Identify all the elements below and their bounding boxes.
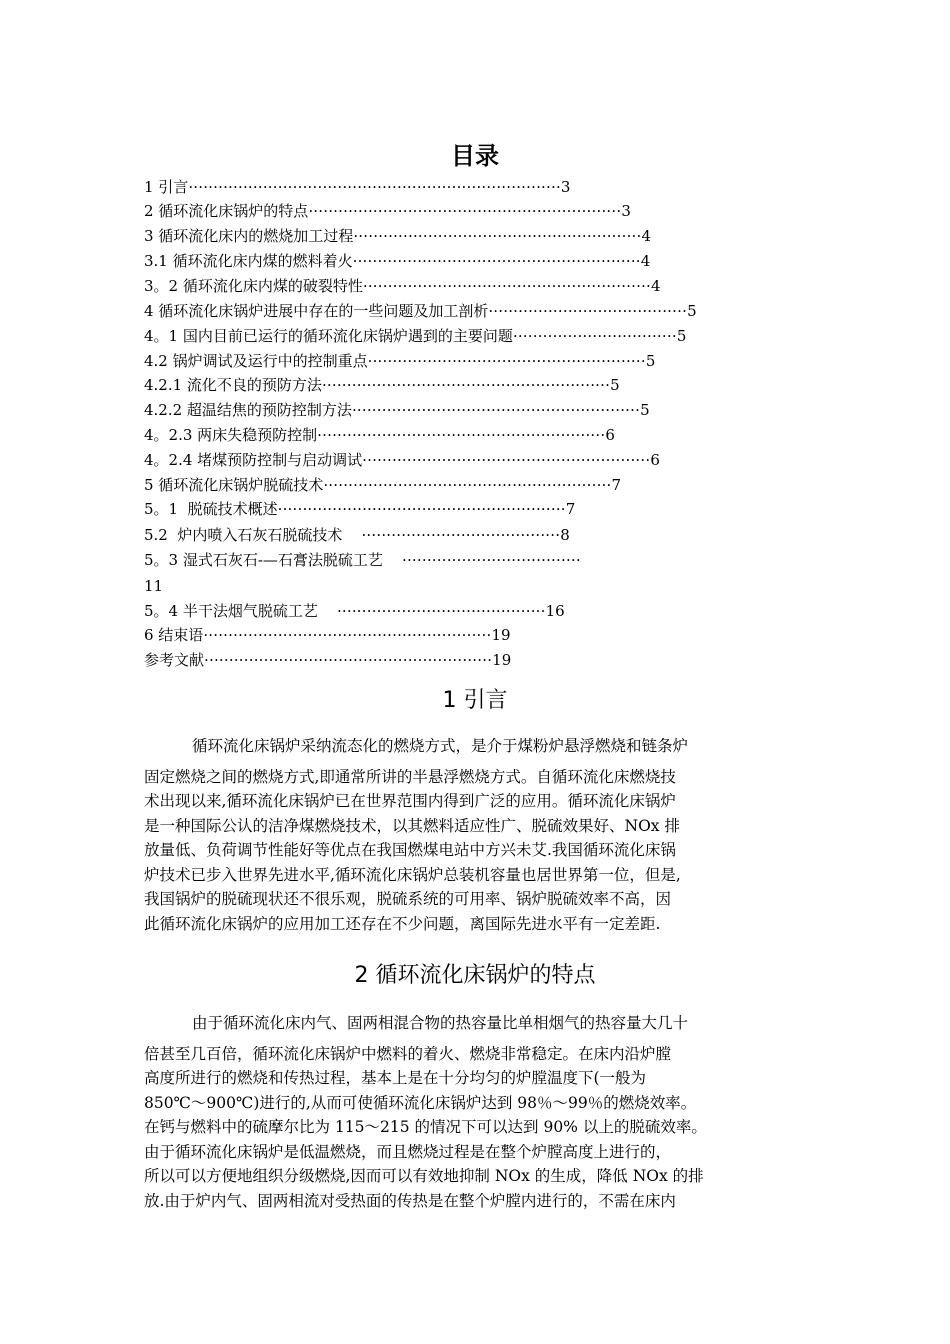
- toc-entry-leader: ········································: [488, 302, 688, 320]
- paragraph-line: 放.由于炉内气、固两相流对受热面的传热是在整个炉膛内进行的，不需在床内: [144, 1191, 676, 1210]
- toc-entry: [144, 227, 651, 246]
- section-2-heading: 2 循环流化床锅炉的特点: [354, 963, 596, 988]
- toc-entry-page: 5: [676, 327, 687, 345]
- toc-entry-page: 8: [560, 526, 570, 544]
- toc-entry: [144, 577, 163, 596]
- toc-entry-title: 4。2.4 堵煤预防控制与启动调试: [144, 451, 363, 469]
- paragraph-line: 固定燃烧之间的燃烧方式,即通常所讲的半悬浮燃烧方式。自循环流化床燃烧技: [144, 767, 676, 786]
- paragraph-line: 850℃～900℃)进行的,从而可使循环流化床锅炉达到 98％～99％的燃烧效率。: [144, 1093, 697, 1112]
- toc-entry-leader: ························································: [367, 352, 646, 370]
- paragraph-line: 由于循环流化床内气、固两相混合物的热容量比单相烟气的热容量大几十: [192, 1014, 689, 1032]
- toc-entry-title: 3 循环流化床内的燃烧加工过程: [144, 227, 354, 245]
- toc-entry: [144, 202, 631, 221]
- paragraph-line: 此循环流化床锅炉的应用加工还存在不少问题，离国际先进水平有一定差距.: [144, 914, 661, 933]
- toc-entry: [144, 476, 621, 495]
- toc-entry-title: 5.2 炉内喷入石灰石脱硫技术: [144, 526, 362, 544]
- toc-entry-leader: ··························································: [353, 227, 642, 245]
- paragraph-line: 放量低、负荷调节性能好等优点在我国燃煤电站中方兴未艾.我国循环流化床锅: [144, 841, 676, 859]
- toc-entry-title: 11: [144, 577, 164, 595]
- toc-entry-page: 19: [492, 651, 512, 669]
- toc-entry-title: 5 循环流化床锅炉脱硫技术: [144, 476, 324, 494]
- toc-entry-leader: ··························································: [351, 401, 641, 419]
- toc-entry-leader: ···········································································: [188, 178, 561, 196]
- toc-entry-leader: ········································: [361, 526, 561, 544]
- toc-entry-leader: ··········································: [336, 602, 546, 620]
- toc-entry-title: 4。1 国内目前已运行的循环流化床锅炉遇到的主要问题: [144, 327, 513, 345]
- toc-entry: [144, 626, 511, 645]
- toc-entry-page: 7: [565, 500, 576, 518]
- toc-entry: [144, 451, 660, 470]
- toc-entry-page: 5: [645, 352, 656, 370]
- paragraph-line: 术出现以来,循环流化床锅炉已在世界范围内得到广泛的应用。循环流化床锅炉: [144, 792, 676, 810]
- toc-entry-title: 1 引言: [144, 178, 189, 196]
- toc-entry: [144, 277, 661, 296]
- toc-entry-leader: ·······························································: [308, 202, 622, 220]
- toc-entry-page: 4: [651, 277, 661, 295]
- toc-entry: [144, 426, 615, 445]
- paragraph-line: 是一种国际公认的洁净煤燃烧技术，以其燃料适应性广、脱硫效果好、NOx 排: [144, 816, 680, 835]
- toc-entry-page: 5: [610, 376, 620, 394]
- toc-entry-page: 4: [641, 227, 652, 245]
- toc-entry-page: 6: [605, 426, 615, 444]
- toc-entry: [144, 302, 697, 321]
- toc-entry-leader: ··························································: [321, 376, 611, 394]
- section-1-body: [144, 734, 808, 936]
- paragraph-line: 我国锅炉的脱硫现状还不很乐观，脱硫系统的可用率、锅炉脱硫效率不高，因: [144, 890, 672, 908]
- toc-entry-leader: ··························································: [277, 500, 566, 518]
- toc-entry-title: 4。2.3 两床失稳预防控制: [144, 426, 318, 444]
- paragraph-line: 炉技术已步入世界先进水平,循环流化床锅炉总装机容量也居世界第一位，但是,: [144, 865, 681, 884]
- toc-entry-title: 4.2.2 超温结焦的预防控制方法: [144, 401, 352, 419]
- toc-entry: [144, 602, 565, 621]
- toc-entry-page: 5: [640, 401, 650, 419]
- section-2-body: [144, 1011, 808, 1213]
- toc-entry: [144, 526, 570, 545]
- toc-title: 目录: [451, 142, 499, 170]
- toc-entry-title: 2 循环流化床锅炉的特点: [144, 202, 309, 220]
- toc-entry: [144, 376, 620, 395]
- toc-entry-title: 4 循环流化床锅炉进展中存在的一些问题及加工剖析: [144, 302, 489, 320]
- toc-entry-title: 5。3 湿式石灰石-—石膏法脱硫工艺: [144, 551, 402, 569]
- toc-entry-leader: ·································: [512, 327, 677, 345]
- paragraph-line: 所以可以方便地组织分级燃烧,因而可以有效地抑制 NOx 的生成，降低 NOx 的排: [144, 1167, 704, 1185]
- toc-entry-title: 5。4 半干法烟气脱硫工艺: [144, 602, 337, 620]
- toc-entry-page: 3: [621, 202, 631, 220]
- toc-entry-page: 19: [491, 626, 511, 644]
- toc-entry-page: 4: [640, 252, 651, 270]
- toc-entry: [144, 178, 570, 197]
- toc-entry-title: 3.1 循环流化床内煤的燃料着火: [144, 252, 353, 270]
- toc-entry: [144, 401, 650, 420]
- toc-entry-leader: ··························································: [204, 651, 493, 669]
- toc-entry-page: 3: [560, 178, 571, 196]
- toc-entry-page: 16: [545, 602, 565, 620]
- toc-entry-title: 3。2 循环流化床内煤的破裂特性: [144, 277, 363, 295]
- toc-entry-title: 4.2 锅炉调试及运行中的控制重点: [144, 352, 368, 370]
- section-1-heading: 1 引言: [442, 688, 508, 713]
- toc-entry-title: 4.2.1 流化不良的预防方法: [144, 376, 322, 394]
- paragraph-line: 由于循环流化床锅炉是低温燃烧，而且燃烧过程是在整个炉膛高度上进行的，: [144, 1142, 672, 1161]
- toc-entry: [144, 252, 650, 271]
- toc-entry-leader: ··························································: [323, 476, 612, 494]
- toc-entry: [144, 551, 581, 570]
- toc-entry-leader: ··························································: [362, 277, 652, 295]
- toc-entry-leader: ··························································: [352, 252, 641, 270]
- toc-entry: [144, 500, 575, 519]
- toc-entry-leader: ··························································: [203, 626, 492, 644]
- paragraph-line: 倍甚至几百倍，循环流化床锅炉中燃料的着火、燃烧非常稳定。在床内沿炉膛: [144, 1044, 672, 1063]
- toc-entry-leader: ··························································: [362, 451, 651, 469]
- paragraph-line: 在钙与燃料中的硫摩尔比为 115～215 的情况下可以达到 90% 以上的脱硫效率。: [144, 1118, 707, 1136]
- toc-entry-page: 6: [650, 451, 660, 469]
- toc-entry-title: 6 结束语: [144, 626, 204, 644]
- paragraph-line: 高度所进行的燃烧和传热过程，基本上是在十分均匀的炉膛温度下(一般为: [144, 1069, 647, 1087]
- toc-entry: [144, 651, 511, 670]
- toc-entry-page: 7: [611, 476, 622, 494]
- toc-entry-page: 5: [687, 302, 697, 320]
- toc-entry: [144, 352, 655, 371]
- toc-entry-title: 5。1 脱硫技术概述: [144, 500, 278, 518]
- toc-entry-leader: ··························································: [317, 426, 606, 444]
- toc-entry-title: 参考文献: [144, 651, 205, 669]
- toc-entry: [144, 327, 686, 346]
- toc-entry-leader: ····································: [402, 551, 581, 569]
- paragraph-line: 循环流化床锅炉采纳流态化的燃烧方式，是介于煤粉炉悬浮燃烧和链条炉: [192, 737, 689, 755]
